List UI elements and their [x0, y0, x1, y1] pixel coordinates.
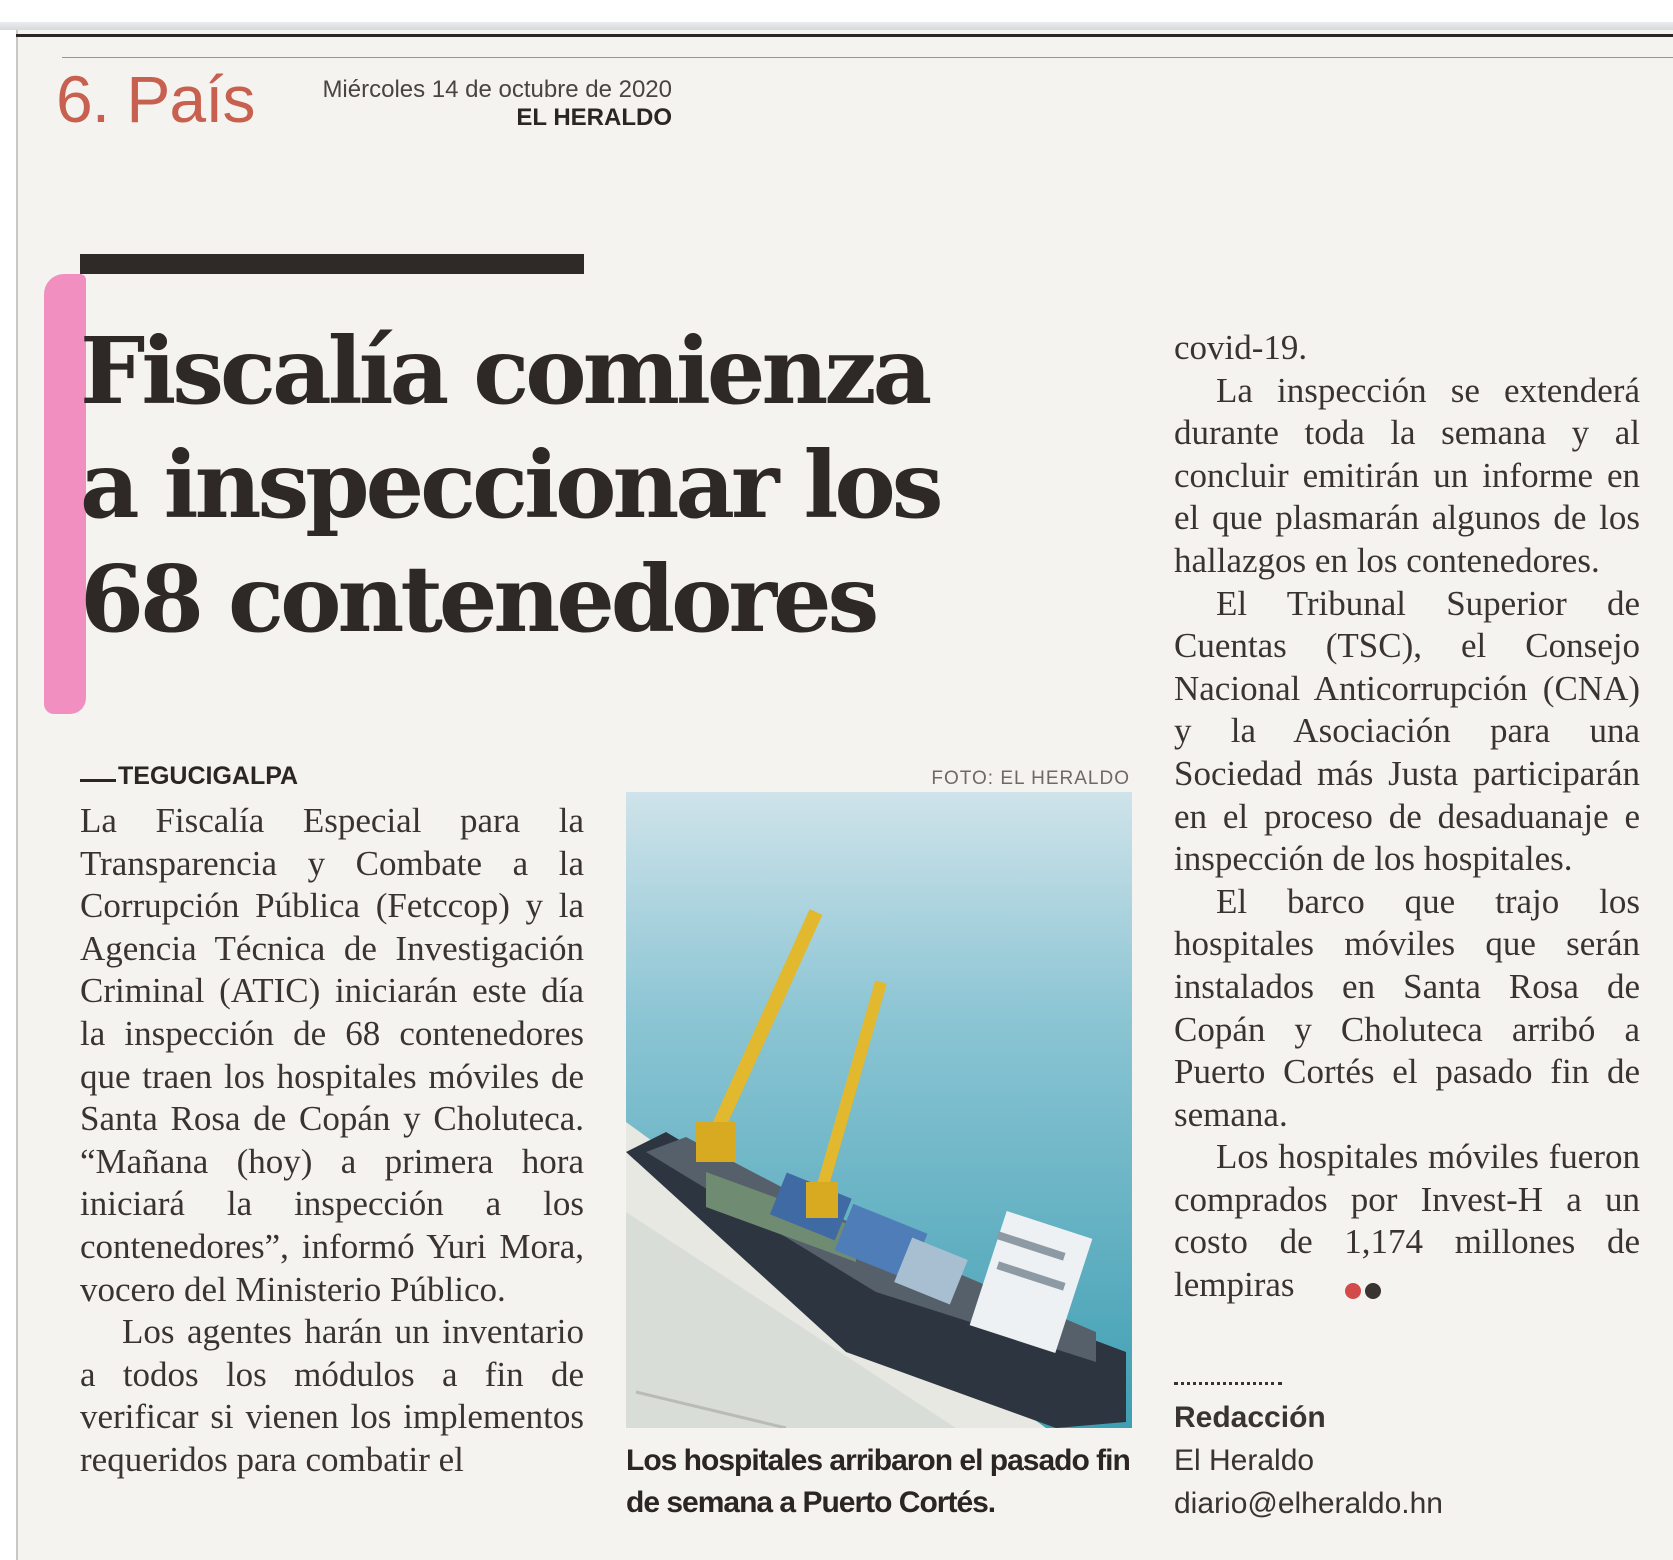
headline-line: 68 contenedores — [80, 545, 876, 653]
article-paragraph-text: Los hospitales móviles fueron comprados por Invest-H a un costo de 1,174 millones de lempiras — [1174, 1137, 1640, 1305]
article-headline — [80, 314, 1080, 656]
signature-author: Redacción — [1174, 1401, 1326, 1434]
scan-edge — [0, 22, 1673, 30]
photo-caption: Los hospitales arribaron el pasado fin de semana a Puerto Cortés. — [626, 1444, 1130, 1519]
article-paragraph: El Tribunal Superior de Cuentas (TSC), el Consejo Nacional Anticorrupción (CNA) y la Asociación para una Sociedad más Justa participarán en el proceso de desaduanaje e inspección de los hospitales. — [1174, 583, 1640, 879]
article-paragraph: La Fiscalía Especial para la Transparencia y Combate a la Corrupción Pública (Fetccop) y la Agencia Técnica de Investigación Criminal (ATIC) iniciarán este día la inspección de 68 contenedores que traen los hospitales móviles de Santa Rosa de Copán y Choluteca. “Mañana (hoy) a primera hora iniciará la inspección a los contenedores”, informó Yuri Mora, vocero del Ministerio Público. — [80, 801, 584, 1309]
article-signature — [1174, 1396, 1443, 1525]
headline-line: Fiscalía comienza — [80, 317, 929, 425]
article-paragraph-last — [1174, 1136, 1640, 1309]
article-paragraph: Los agentes harán un inventario a todos los módulos a fin de verificar si vienen los implementos requeridos para combatir el — [80, 1312, 584, 1479]
signature-email: diario@elheraldo.hn — [1174, 1487, 1443, 1520]
dateline-city: TEGUCIGALPA — [118, 762, 299, 790]
headline-bar — [80, 254, 584, 274]
page-header-rule — [62, 57, 1673, 58]
ship-photo — [626, 792, 1132, 1428]
article-paragraph: El barco que trajo los hospitales móviles que serán instalados en Santa Rosa de Copán y Choluteca arribó a Puerto Cortés el pasado fin de semana. — [1174, 881, 1640, 1134]
article-paragraph: La inspección se extenderá durante toda la semana y al concluir emitirán un informe en el que plasmarán algunos de los hallazgos en los contenedores. — [1174, 370, 1640, 580]
article-column-left — [80, 800, 584, 1482]
signature-outlet: El Heraldo — [1174, 1444, 1315, 1477]
section-label: 6. País — [56, 62, 255, 136]
scan-margin — [0, 0, 1673, 22]
article-dateline — [80, 762, 298, 791]
signature-rule — [1174, 1382, 1282, 1385]
newspaper-name: EL HERALDO — [516, 103, 672, 131]
photo-credit: FOTO: EL HERALDO — [931, 768, 1130, 789]
publication-date: Miércoles 14 de octubre de 2020 — [322, 76, 672, 103]
publication-info — [296, 76, 672, 131]
dateline-dash — [80, 779, 116, 782]
article-column-right — [1174, 327, 1640, 1309]
article-paragraph: covid-19. — [1174, 328, 1308, 367]
headline-line: a inspeccionar los — [80, 431, 940, 539]
page-top-rule — [16, 34, 1673, 37]
end-of-article-dots-icon — [1303, 1267, 1385, 1310]
